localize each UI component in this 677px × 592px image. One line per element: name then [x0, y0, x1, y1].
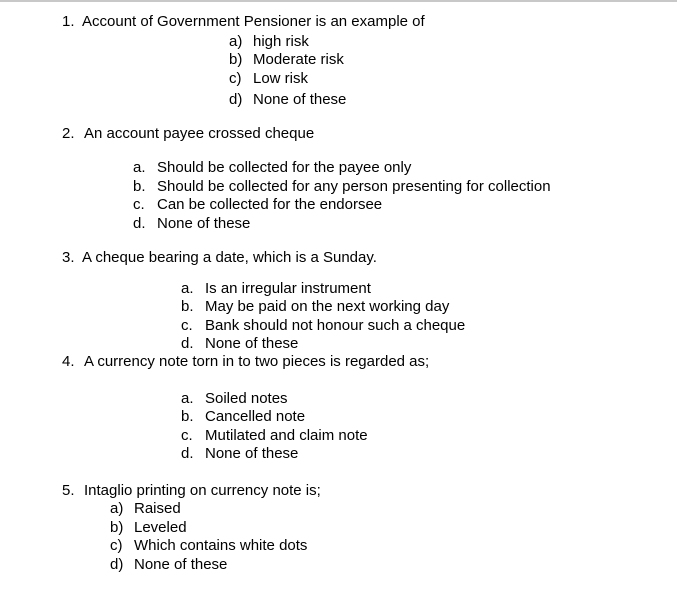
option-text: None of these [253, 91, 347, 108]
option-marker: d) [110, 556, 124, 573]
option-4c [181, 427, 368, 445]
question-text: An account payee crossed cheque [84, 125, 315, 142]
option-5a [110, 500, 181, 518]
option-marker: b. [133, 178, 146, 195]
option-text: Soiled notes [205, 390, 288, 407]
option-text: Is an irregular instrument [205, 280, 371, 297]
option-3c [181, 317, 465, 335]
option-marker: b) [229, 51, 243, 68]
option-marker: c. [181, 427, 193, 444]
option-marker: d. [181, 335, 194, 352]
option-4a [181, 390, 288, 408]
option-1a [229, 33, 309, 51]
option-text: Low risk [253, 70, 309, 87]
option-text: Cancelled note [205, 408, 306, 425]
option-4d [181, 445, 298, 463]
option-3b [181, 298, 449, 316]
option-marker: c. [181, 317, 193, 334]
question-4 [62, 353, 429, 371]
option-text: Moderate risk [253, 51, 344, 68]
option-marker: d. [181, 445, 194, 462]
option-text: Should be collected for the payee only [157, 159, 412, 176]
option-2c [133, 196, 382, 214]
option-3a [181, 280, 371, 298]
option-text: Raised [134, 500, 181, 517]
option-2d [133, 215, 250, 233]
option-marker: c) [229, 70, 242, 87]
option-text: Bank should not honour such a cheque [205, 317, 466, 334]
question-number: 1. [62, 13, 75, 30]
question-number: 3. [62, 249, 75, 266]
option-5b [110, 519, 187, 537]
question-number: 5. [62, 482, 75, 499]
option-1b [229, 51, 344, 69]
question-2 [62, 125, 314, 143]
question-5 [62, 482, 321, 500]
option-marker: b. [181, 408, 194, 425]
question-3 [62, 249, 377, 267]
question-text: Intaglio printing on currency note is; [84, 482, 321, 499]
option-marker: a) [110, 500, 124, 517]
option-marker: d. [133, 215, 146, 232]
option-5c [110, 537, 307, 555]
option-text: Leveled [134, 519, 187, 536]
option-marker: c. [133, 196, 145, 213]
option-5d [110, 556, 227, 574]
question-number: 2. [62, 125, 75, 142]
question-text: Account of Government Pensioner is an example of [82, 13, 425, 30]
question-text: A currency note torn in to two pieces is regarded as; [84, 353, 430, 370]
option-text: Mutilated and claim note [205, 427, 368, 444]
option-marker: d) [229, 91, 243, 108]
option-text: None of these [134, 556, 228, 573]
question-text: A cheque bearing a date, which is a Sunday. [82, 249, 377, 266]
option-2a [133, 159, 411, 177]
option-text: Which contains white dots [134, 537, 308, 554]
option-marker: a) [229, 33, 243, 50]
option-text: Can be collected for the endorsee [157, 196, 383, 213]
option-marker: a. [181, 280, 194, 297]
question-1 [62, 13, 425, 31]
top-border [0, 0, 677, 2]
option-marker: b) [110, 519, 124, 536]
option-text: May be paid on the next working day [205, 298, 450, 315]
option-4b [181, 408, 305, 426]
option-2b [133, 178, 551, 196]
option-marker: a. [181, 390, 194, 407]
question-number: 4. [62, 353, 75, 370]
option-1d [229, 91, 346, 109]
option-1c [229, 70, 308, 88]
option-text: None of these [205, 335, 299, 352]
option-marker: c) [110, 537, 123, 554]
option-marker: b. [181, 298, 194, 315]
option-marker: a. [133, 159, 146, 176]
option-text: Should be collected for any person presenting for collection [157, 178, 551, 195]
option-text: None of these [157, 215, 251, 232]
option-3d [181, 335, 298, 353]
option-text: None of these [205, 445, 299, 462]
option-text: high risk [253, 33, 309, 50]
